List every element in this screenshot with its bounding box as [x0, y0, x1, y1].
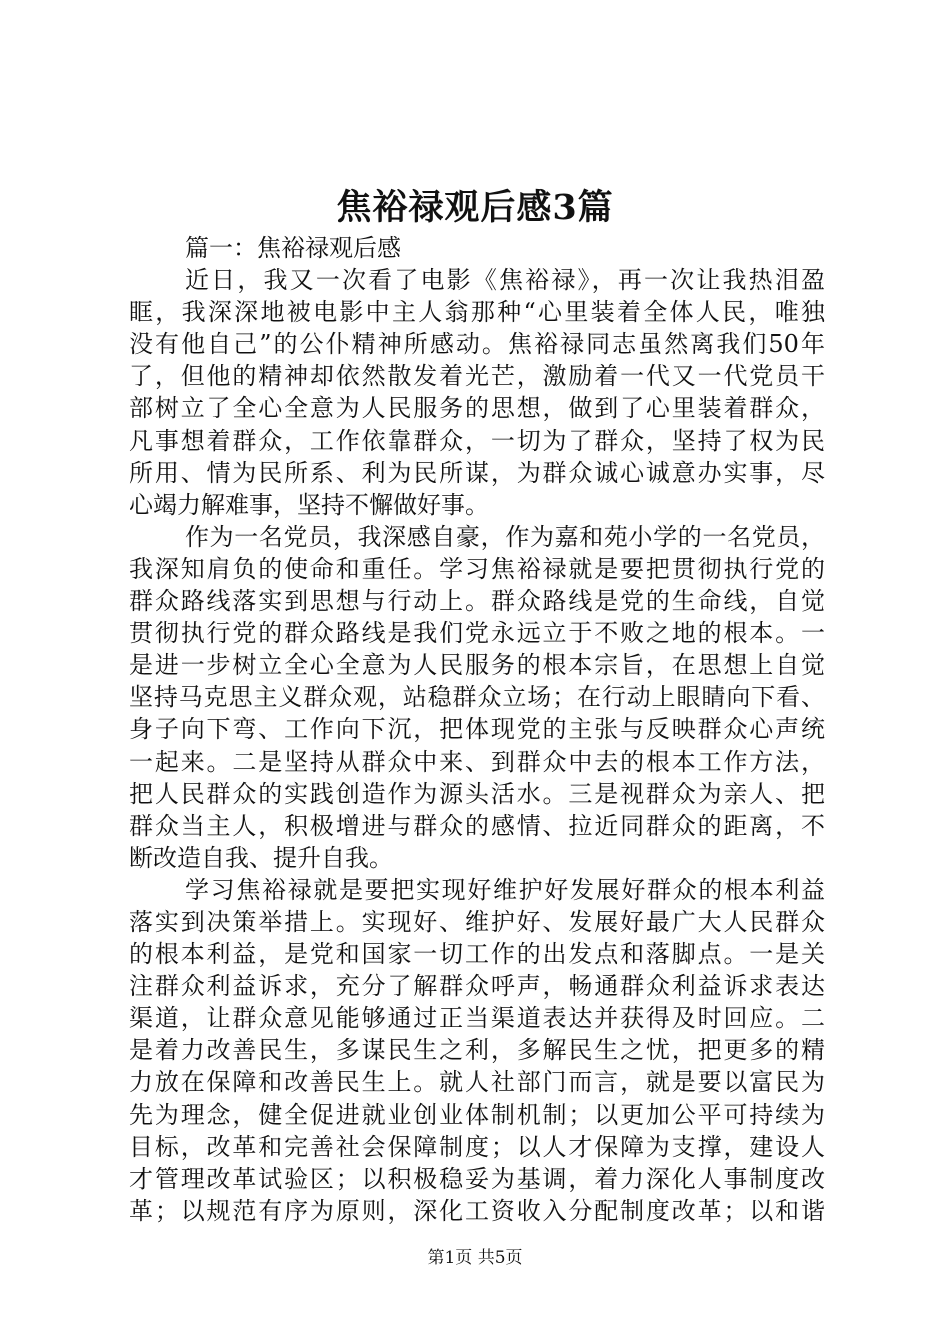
paragraph-line: 一起来。二是坚持从群众中来、到群众中去的根本工作方法， [129, 747, 825, 776]
paragraph-line: 力放在保障和改善民生上。就人社部门而言，就是要以富民为 [129, 1068, 825, 1097]
paragraph-line: 没有他自己”的公仆精神所感动。焦裕禄同志虽然离我们50年 [129, 330, 825, 359]
paragraph-2 [129, 264, 825, 521]
paragraph-line: 部树立了全心全意为人民服务的思想，做到了心里装着群众， [129, 394, 825, 423]
paragraph-line: 学习焦裕禄就是要把实现好维护好发展好群众的根本利益 [185, 875, 825, 904]
paragraph-line: 是进一步树立全心全意为人民服务的根本宗旨，在思想上自觉 [129, 651, 825, 680]
paragraph-line: 群众路线落实到思想与行动上。群众路线是党的生命线，自觉 [129, 587, 825, 616]
paragraph-line: 是着力改善民生，多谋民生之利，多解民生之忧，把更多的精 [129, 1036, 825, 1065]
paragraph-line: 眶，我深深地被电影中主人翁那种“心里装着全体人民，唯独 [129, 298, 825, 327]
paragraph-line: 我深知肩负的使命和重任。学习焦裕禄就是要把贯彻执行党的 [129, 554, 825, 583]
paragraph-4 [129, 874, 825, 1227]
paragraph-line: 心竭力解难事，坚持不懈做好事。 [129, 490, 489, 519]
page-footer: 第1页 共5页 [427, 1248, 523, 1268]
paragraph-line: 所用、情为民所系、利为民所谋，为群众诚心诚意办实事，尽 [129, 458, 825, 487]
paragraph-3 [129, 521, 825, 874]
paragraph-line: 身子向下弯、工作向下沉，把体现党的主张与反映群众心声统 [129, 715, 825, 744]
paragraph-line: 近日，我又一次看了电影《焦裕禄》，再一次让我热泪盈 [185, 266, 825, 295]
paragraph-1 [129, 232, 825, 264]
paragraph-line: 渠道，让群众意见能够通过正当渠道表达并获得及时回应。二 [129, 1004, 825, 1033]
paragraph-line: 凡事想着群众，工作依靠群众，一切为了群众，坚持了权为民 [129, 426, 825, 455]
document-title: 焦裕禄观后感3篇 [336, 187, 614, 228]
paragraph-line: 目标，改革和完善社会保障制度；以人才保障为支撑，建设人 [129, 1132, 825, 1161]
paragraph-line: 的根本利益，是党和国家一切工作的出发点和落脚点。一是关 [129, 940, 825, 969]
paragraph-line: 革；以规范有序为原则，深化工资收入分配制度改革；以和谐 [129, 1196, 825, 1225]
paragraph-line: 篇一：焦裕禄观后感 [185, 234, 401, 262]
paragraph-line: 群众当主人，积极增进与群众的感情、拉近同群众的距离，不 [129, 811, 825, 840]
paragraph-line: 才管理改革试验区；以积极稳妥为基调，着力深化人事制度改 [129, 1164, 825, 1193]
paragraph-line: 落实到决策举措上。实现好、维护好、发展好最广大人民群众 [129, 907, 825, 936]
paragraph-line: 作为一名党员，我深感自豪，作为嘉和苑小学的一名党员， [185, 522, 825, 551]
paragraph-line: 注群众利益诉求，充分了解群众呼声，畅通群众利益诉求表达 [129, 972, 825, 1001]
paragraph-line: 贯彻执行党的群众路线是我们党永远立于不败之地的根本。一 [129, 619, 825, 648]
paragraph-line: 把人民群众的实践创造作为源头活水。三是视群众为亲人、把 [129, 779, 825, 808]
paragraph-line: 了，但他的精神却依然散发着光芒，激励着一代又一代党员干 [129, 362, 825, 391]
paragraph-line: 先为理念，健全促进就业创业体制机制；以更加公平可持续为 [129, 1100, 825, 1129]
paragraph-line: 断改造自我、提升自我。 [129, 843, 393, 872]
paragraph-line: 坚持马克思主义群众观，站稳群众立场；在行动上眼睛向下看、 [129, 683, 825, 712]
document-body [129, 232, 825, 1227]
